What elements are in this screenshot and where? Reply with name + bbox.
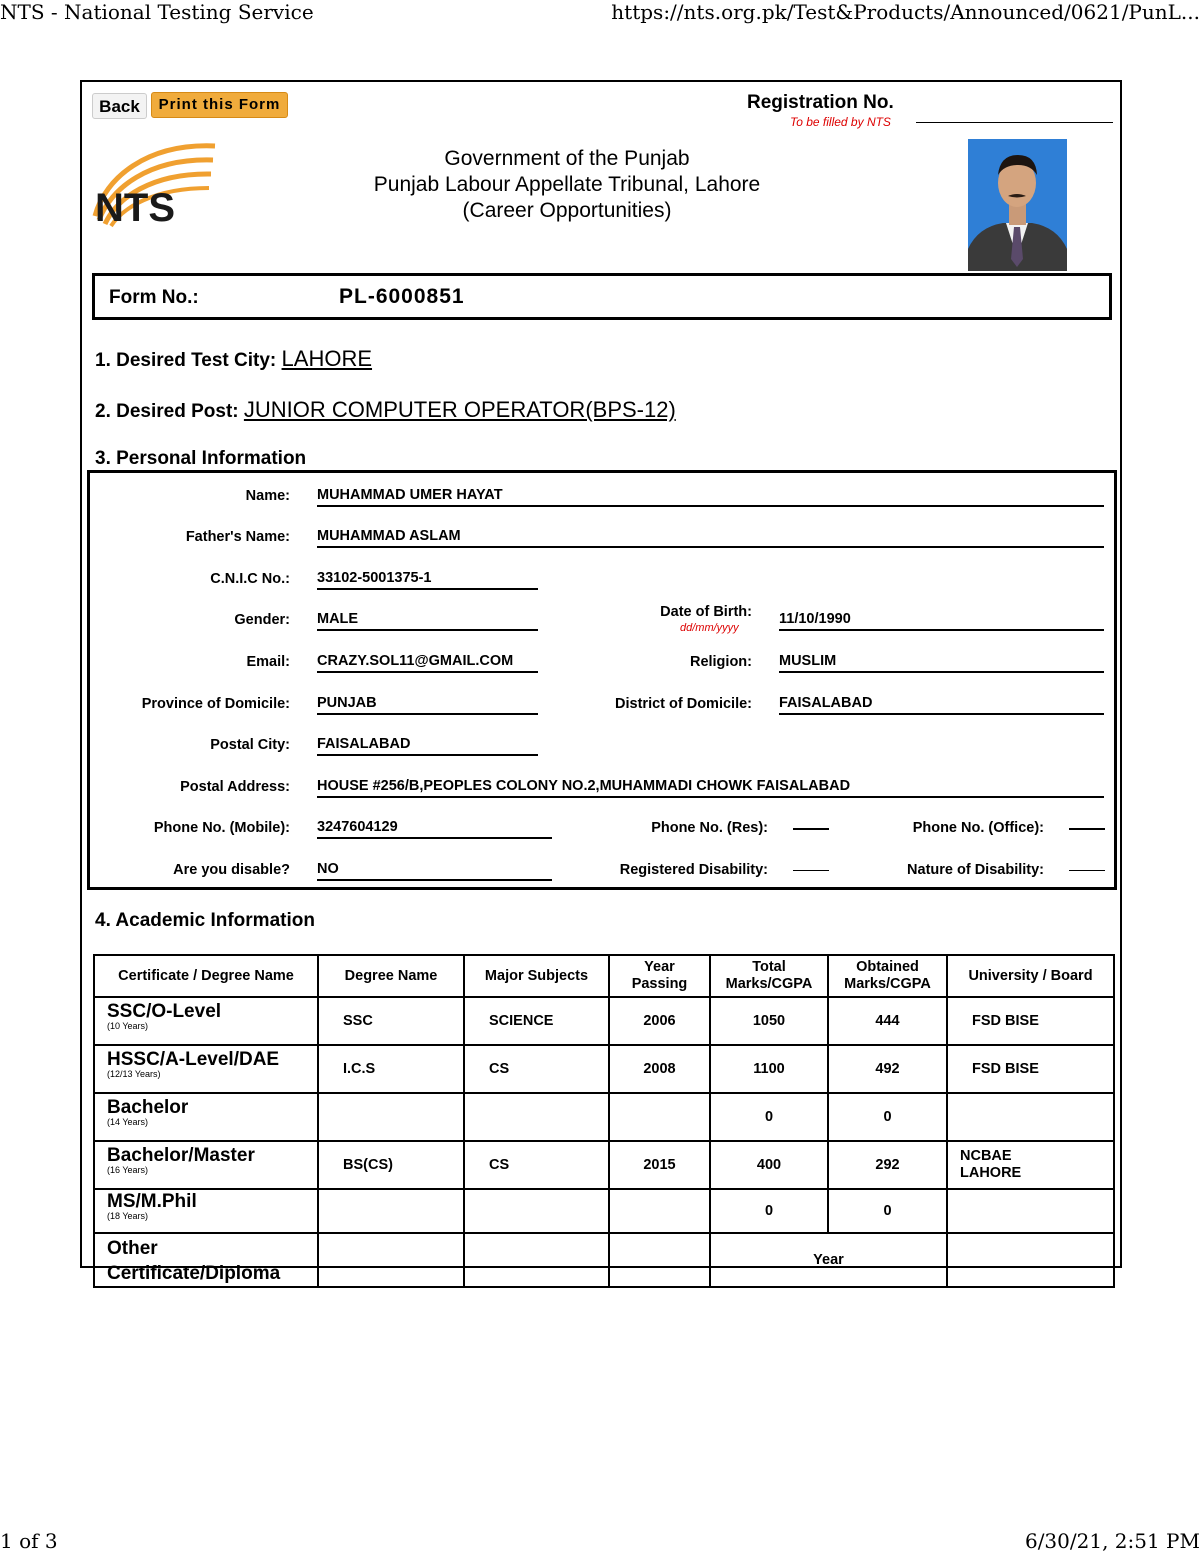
cert-years: (10 Years)	[107, 1021, 149, 1031]
cert-years: (18 Years)	[107, 1211, 149, 1221]
row-major: SCIENCE	[464, 997, 609, 1045]
desired-test-city-value: LAHORE	[281, 346, 373, 371]
application-form	[80, 80, 1122, 1284]
row-obtained: 492	[828, 1045, 947, 1093]
col-degree: Degree Name	[318, 955, 464, 997]
dob-format-hint: dd/mm/yyyy	[680, 622, 739, 634]
page-counter: 1 of 3	[0, 1529, 58, 1553]
form-number-label: Form No.:	[109, 287, 199, 308]
row-degree: BS(CS)	[318, 1141, 464, 1189]
nts-logo	[87, 138, 217, 233]
religion-value: MUSLIM	[779, 653, 1104, 673]
registered-disability-empty	[793, 870, 829, 871]
row-obtained: 292	[828, 1141, 947, 1189]
row-major: CS	[464, 1141, 609, 1189]
row-year: 2015	[609, 1141, 710, 1189]
table-row	[94, 1045, 1114, 1093]
registered-disability-label: Registered Disability:	[619, 862, 768, 878]
form-header	[312, 146, 822, 224]
postal-address-value: HOUSE #256/B,PEOPLES COLONY NO.2,MUHAMMADI CHOWK FAISALABAD	[317, 778, 1104, 798]
col-certificate: Certificate / Degree Name	[94, 955, 318, 997]
row-board: FSD BISE	[947, 997, 1114, 1045]
row-certificate	[94, 1093, 318, 1141]
col-major: Major Subjects	[464, 955, 609, 997]
row-total: 0	[710, 1093, 828, 1141]
cert-name: Bachelor/Master	[107, 1145, 255, 1166]
row-certificate	[94, 1189, 318, 1233]
academic-info-heading: 4. Academic Information	[95, 910, 315, 931]
print-form-button[interactable]: Print this Form	[151, 92, 288, 118]
applicant-photo	[968, 139, 1067, 271]
cert-name: HSSC/A-Level/DAE	[107, 1049, 280, 1070]
district-label: District of Domicile:	[615, 696, 752, 712]
dob-label: Date of Birth:	[660, 604, 752, 620]
cert-name: SSC/O-Level	[107, 1001, 222, 1022]
table-row-other	[94, 1233, 1114, 1287]
row-degree	[318, 1189, 464, 1233]
row-other-major	[464, 1233, 609, 1287]
row-total: 0	[710, 1189, 828, 1233]
mobile-label: Phone No. (Mobile):	[153, 820, 290, 836]
table-row	[94, 1189, 1114, 1233]
phone-res-empty	[793, 828, 829, 830]
col-obtained: Obtained Marks/CGPA	[828, 955, 947, 997]
table-row	[94, 1141, 1114, 1189]
nature-disability-label: Nature of Disability:	[907, 862, 1044, 878]
cnic-value: 33102-5001375-1	[317, 570, 538, 590]
page-title: NTS - National Testing Service	[0, 0, 314, 24]
nature-disability-empty	[1069, 870, 1105, 871]
row-major: CS	[464, 1045, 609, 1093]
row-major	[464, 1189, 609, 1233]
row-board: NCBAE LAHORE	[947, 1141, 1114, 1189]
row-certificate	[94, 997, 318, 1045]
postal-city-value: FAISALABAD	[317, 736, 538, 756]
registration-line	[916, 122, 1113, 123]
row-obtained: 0	[828, 1093, 947, 1141]
dob-value: 11/10/1990	[779, 611, 1104, 631]
row-obtained: 444	[828, 997, 947, 1045]
personal-info-box	[87, 470, 1117, 890]
row-degree: I.C.S	[318, 1045, 464, 1093]
postal-city-label: Postal City:	[210, 737, 290, 753]
name-value: MUHAMMAD UMER HAYAT	[317, 487, 1104, 507]
cert-years: (12/13 Years)	[107, 1069, 161, 1079]
row-year	[609, 1189, 710, 1233]
row-other-year-passing	[609, 1233, 710, 1287]
row-major	[464, 1093, 609, 1141]
desired-post	[95, 397, 676, 423]
district-value: FAISALABAD	[779, 695, 1104, 715]
phone-office-empty	[1069, 828, 1105, 830]
phone-office-label: Phone No. (Office):	[912, 820, 1044, 836]
header-line-2: Punjab Labour Appellate Tribunal, Lahore	[373, 173, 761, 196]
col-total: Total Marks/CGPA	[710, 955, 828, 997]
row-board	[947, 1189, 1114, 1233]
academic-table	[93, 954, 1115, 1288]
cert-name: Bachelor	[107, 1097, 189, 1118]
nts-logo-text: NTS	[95, 186, 175, 230]
row-year: 2008	[609, 1045, 710, 1093]
row-other-year: Year	[710, 1233, 947, 1287]
row-obtained: 0	[828, 1189, 947, 1233]
row-total: 1100	[710, 1045, 828, 1093]
email-label: Email:	[246, 654, 290, 670]
header-line-3: (Career Opportunities)	[462, 199, 672, 222]
row-board: FSD BISE	[947, 1045, 1114, 1093]
header-line-1: Government of the Punjab	[444, 147, 690, 170]
father-name-value: MUHAMMAD ASLAM	[317, 528, 1104, 548]
name-label: Name:	[245, 488, 290, 504]
personal-info-heading: 3. Personal Information	[95, 448, 307, 469]
row-total: 400	[710, 1141, 828, 1189]
row-degree: SSC	[318, 997, 464, 1045]
row-certificate	[94, 1045, 318, 1093]
postal-address-label: Postal Address:	[180, 779, 290, 795]
page-url: https://nts.org.pk/Test&Products/Announced/0621/PunL...	[611, 0, 1200, 24]
desired-test-city-label: 1. Desired Test City:	[95, 350, 277, 371]
row-year	[609, 1093, 710, 1141]
cert-years: (14 Years)	[107, 1117, 149, 1127]
row-certificate	[94, 1141, 318, 1189]
cert-years: (16 Years)	[107, 1165, 149, 1175]
gender-value: MALE	[317, 611, 538, 631]
academic-header-row	[94, 955, 1114, 997]
col-board: University / Board	[947, 955, 1114, 997]
disable-value: NO	[317, 861, 552, 881]
province-value: PUNJAB	[317, 695, 538, 715]
back-button[interactable]: Back	[92, 93, 147, 119]
row-other-certificate: Other Certificate/Diploma	[94, 1233, 318, 1287]
province-label: Province of Domicile:	[141, 696, 290, 712]
email-value: CRAZY.SOL11@GMAIL.COM	[317, 653, 538, 673]
gender-label: Gender:	[234, 612, 290, 628]
phone-res-label: Phone No. (Res):	[651, 820, 768, 836]
row-board	[947, 1093, 1114, 1141]
row-other-degree	[318, 1233, 464, 1287]
cnic-label: C.N.I.C No.:	[210, 571, 290, 587]
desired-post-value: JUNIOR COMPUTER OPERATOR(BPS-12)	[243, 397, 676, 422]
religion-label: Religion:	[689, 654, 752, 670]
row-other-board	[947, 1233, 1114, 1287]
row-total: 1050	[710, 997, 828, 1045]
form-number-value: PL-6000851	[339, 285, 465, 308]
registration-label: Registration No.	[747, 92, 894, 113]
father-name-label: Father's Name:	[185, 529, 290, 545]
table-row	[94, 1093, 1114, 1141]
table-row	[94, 997, 1114, 1045]
print-timestamp: 6/30/21, 2:51 PM	[1024, 1529, 1200, 1553]
desired-test-city	[95, 346, 372, 372]
desired-post-label: 2. Desired Post:	[95, 401, 239, 422]
row-degree	[318, 1093, 464, 1141]
col-year: Year Passing	[609, 955, 710, 997]
disable-label: Are you disable?	[173, 862, 290, 878]
row-year: 2006	[609, 997, 710, 1045]
cert-name: MS/M.Phil	[107, 1191, 197, 1212]
registration-hint: To be filled by NTS	[790, 115, 891, 129]
form-number-box	[92, 273, 1112, 320]
mobile-value: 3247604129	[317, 819, 552, 839]
